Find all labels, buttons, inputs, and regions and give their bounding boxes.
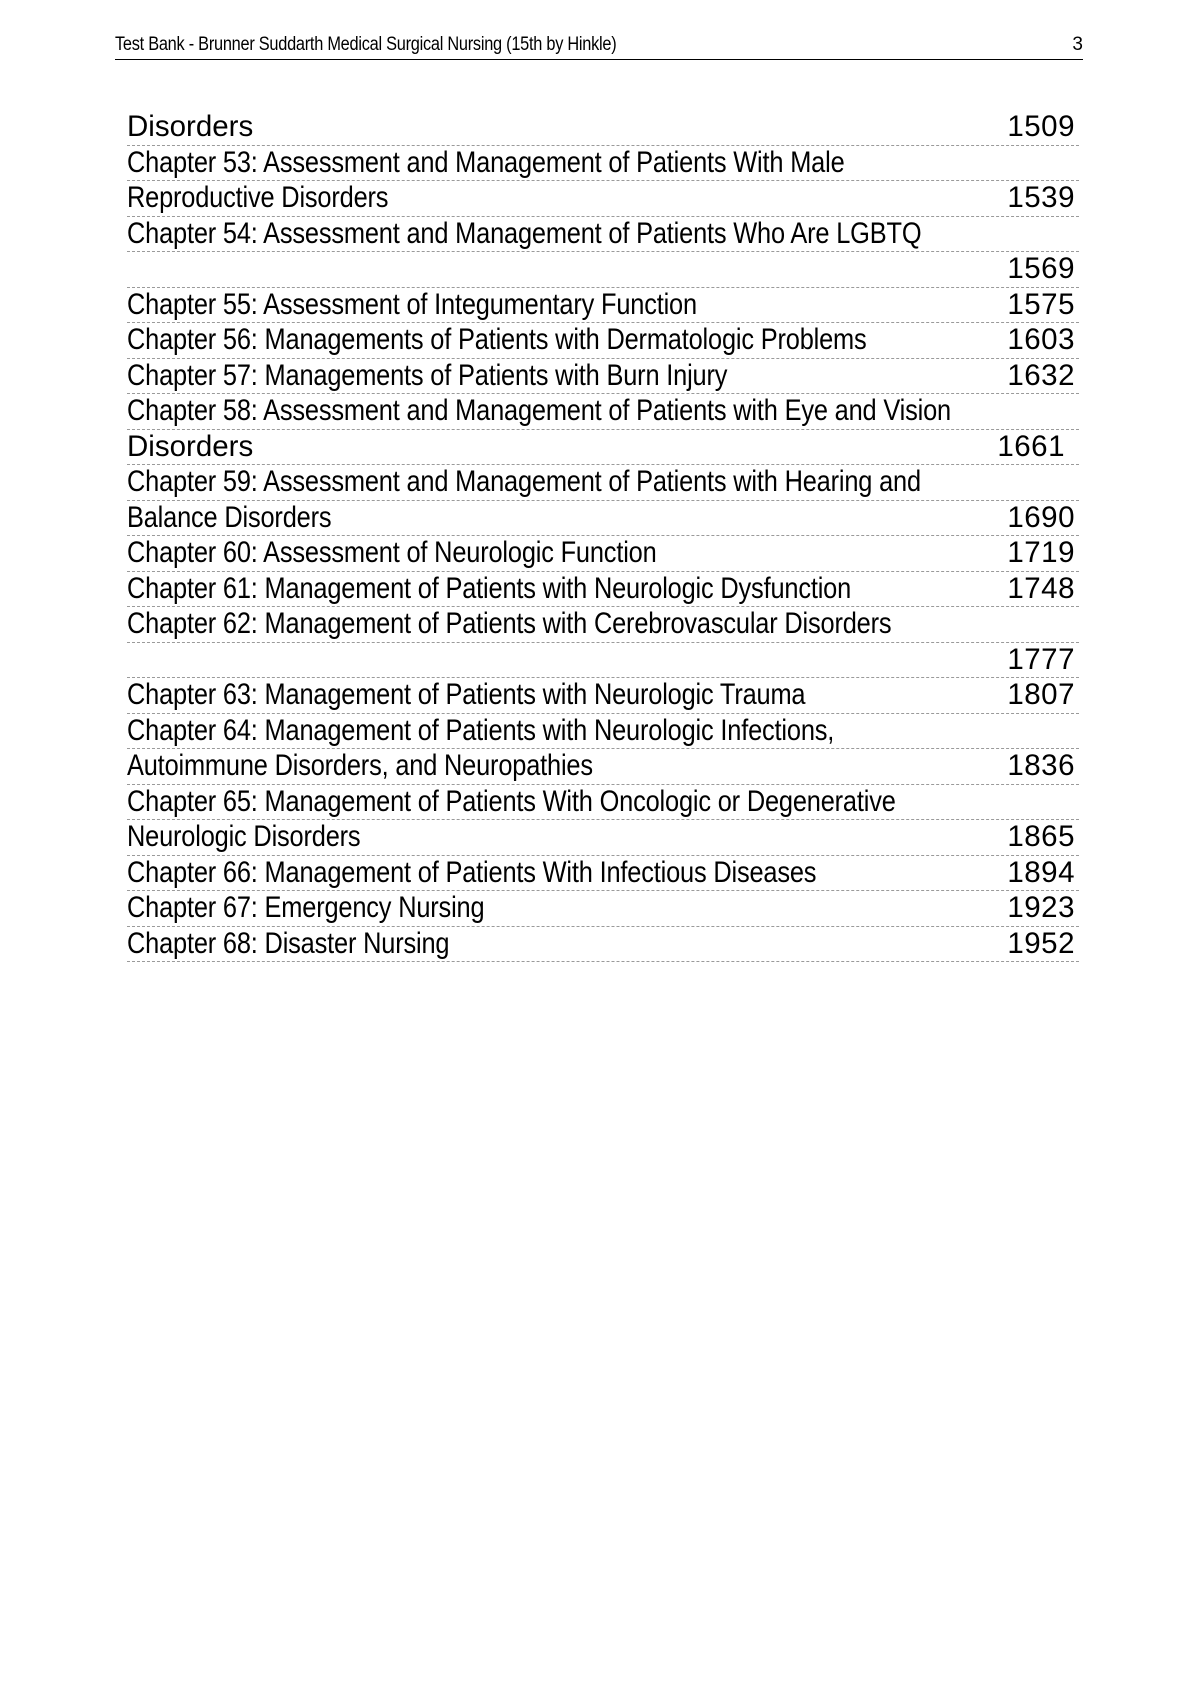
toc-entry[interactable] bbox=[127, 536, 1079, 572]
toc-entry-page: 1807 bbox=[1007, 678, 1075, 711]
toc-entry[interactable] bbox=[127, 359, 1079, 395]
toc-entry-page: 1509 bbox=[1007, 110, 1075, 143]
toc-entry-page: 1569 bbox=[1007, 252, 1075, 285]
toc-entry-text: Balance Disorders bbox=[127, 500, 332, 534]
toc-line bbox=[127, 536, 1079, 572]
toc-entry-page: 1575 bbox=[1007, 287, 1075, 321]
toc-line bbox=[127, 146, 1079, 182]
toc-entry-text: Reproductive Disorders bbox=[127, 181, 389, 214]
toc-entry-text: Neurologic Disorders bbox=[127, 820, 361, 853]
toc-entry-page: 1952 bbox=[1007, 926, 1075, 960]
toc-entry-text: Disorders bbox=[127, 429, 254, 463]
toc-entry-text: Chapter 58: Assessment and Management of Patients with Eye and Vision bbox=[127, 394, 951, 427]
toc-line bbox=[127, 110, 1079, 146]
toc-entry[interactable] bbox=[127, 288, 1079, 324]
toc-entry[interactable] bbox=[127, 217, 1079, 288]
toc-entry-text: Chapter 55: Assessment of Integumentary Function bbox=[127, 287, 697, 321]
toc-entry[interactable] bbox=[127, 714, 1079, 785]
toc-entry-text: Chapter 67: Emergency Nursing bbox=[127, 891, 485, 924]
toc-line bbox=[127, 430, 1079, 466]
toc-line bbox=[127, 181, 1079, 217]
toc-line bbox=[127, 572, 1079, 608]
toc-entry-text: Chapter 57: Managements of Patients with Burn Injury bbox=[127, 358, 728, 392]
toc-line bbox=[127, 749, 1079, 785]
toc-entry-page: 1865 bbox=[1007, 820, 1075, 853]
toc-entry-page: 1661 bbox=[997, 429, 1065, 463]
toc-line bbox=[127, 607, 1079, 643]
toc-entry[interactable] bbox=[127, 607, 1079, 678]
toc-entry-page: 1894 bbox=[1007, 855, 1075, 889]
table-of-contents bbox=[127, 110, 1079, 962]
toc-entry-page: 1719 bbox=[1007, 536, 1075, 569]
toc-line bbox=[127, 856, 1079, 892]
page-header bbox=[115, 33, 1083, 60]
toc-line bbox=[127, 465, 1079, 501]
toc-entry-page: 1690 bbox=[1007, 500, 1075, 534]
toc-entry-page: 1632 bbox=[1007, 358, 1075, 392]
toc-line bbox=[127, 501, 1079, 537]
toc-line bbox=[127, 323, 1079, 359]
header-page-number: 3 bbox=[1072, 34, 1083, 55]
toc-line bbox=[127, 927, 1079, 963]
toc-entry[interactable] bbox=[127, 856, 1079, 892]
header-title: Test Bank - Brunner Suddarth Medical Surgical Nursing (15th by Hinkle) bbox=[115, 34, 617, 55]
toc-entry-page: 1923 bbox=[1007, 891, 1075, 924]
toc-entry-text: Autoimmune Disorders, and Neuropathies bbox=[127, 749, 593, 782]
toc-entry[interactable] bbox=[127, 110, 1079, 146]
toc-entry[interactable] bbox=[127, 572, 1079, 608]
toc-line bbox=[127, 820, 1079, 856]
toc-entry-text: Chapter 65: Management of Patients With Oncologic or Degenerative bbox=[127, 784, 896, 818]
toc-entry-page: 1603 bbox=[1007, 323, 1075, 356]
toc-entry-text: Chapter 54: Assessment and Management of Patients Who Are LGBTQ bbox=[127, 216, 922, 250]
toc-entry[interactable] bbox=[127, 785, 1079, 856]
toc-entry-text: Chapter 62: Management of Patients with Cerebrovascular Disorders bbox=[127, 607, 892, 640]
toc-line bbox=[127, 288, 1079, 324]
toc-entry[interactable] bbox=[127, 465, 1079, 536]
toc-line bbox=[127, 217, 1079, 253]
toc-line bbox=[127, 359, 1079, 395]
toc-line bbox=[127, 891, 1079, 927]
toc-entry-text: Chapter 66: Management of Patients With Infectious Diseases bbox=[127, 855, 817, 889]
toc-entry-text: Chapter 61: Management of Patients with Neurologic Dysfunction bbox=[127, 571, 852, 605]
toc-entry[interactable] bbox=[127, 927, 1079, 963]
toc-entry-page: 1777 bbox=[1007, 642, 1075, 676]
toc-line bbox=[127, 714, 1079, 750]
toc-entry-page: 1836 bbox=[1007, 749, 1075, 782]
toc-entry-text: Chapter 68: Disaster Nursing bbox=[127, 926, 450, 960]
toc-entry[interactable] bbox=[127, 678, 1079, 714]
toc-entry[interactable] bbox=[127, 394, 1079, 465]
toc-entry-text: Chapter 60: Assessment of Neurologic Function bbox=[127, 536, 657, 569]
toc-entry-text: Disorders bbox=[127, 110, 254, 143]
toc-line bbox=[127, 394, 1079, 430]
toc-entry[interactable] bbox=[127, 323, 1079, 359]
toc-entry-page: 1539 bbox=[1007, 181, 1075, 214]
toc-entry[interactable] bbox=[127, 146, 1079, 217]
toc-entry-text: Chapter 63: Management of Patients with Neurologic Trauma bbox=[127, 678, 806, 711]
toc-line bbox=[127, 252, 1079, 288]
toc-entry-text: Chapter 64: Management of Patients with Neurologic Infections, bbox=[127, 713, 835, 747]
toc-entry-text: Chapter 53: Assessment and Management of Patients With Male bbox=[127, 145, 845, 179]
toc-line bbox=[127, 643, 1079, 679]
toc-line bbox=[127, 785, 1079, 821]
toc-entry-page: 1748 bbox=[1007, 571, 1075, 605]
toc-line bbox=[127, 678, 1079, 714]
toc-entry-text: Chapter 59: Assessment and Management of Patients with Hearing and bbox=[127, 465, 921, 498]
toc-entry-text: Chapter 56: Managements of Patients with Dermatologic Problems bbox=[127, 323, 867, 356]
toc-entry[interactable] bbox=[127, 891, 1079, 927]
